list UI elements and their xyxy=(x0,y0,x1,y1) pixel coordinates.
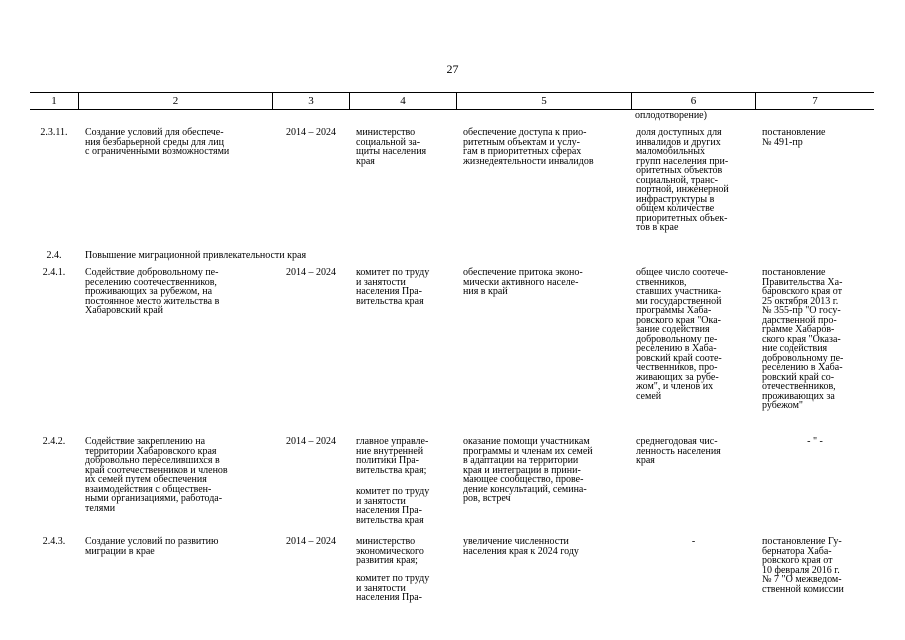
row-result: оказание помощи участникам программы и членам их семей в адаптации на территории края и интеграции в прини- мающее сообщество, прове- дение консультаций, семина- ров, встреч xyxy=(463,436,593,504)
page-number: 27 xyxy=(446,62,459,76)
row-basis: постановление Гу- бернатора Хаба- ровского края от 10 февраля 2016 г. № 7 "О межведом- ственной комиссии xyxy=(762,536,844,595)
row-name: Содействие закреплению на территории Хабаровского края добровольно переселившихся в край соотечественников и членов их семей путем обеспечения взаимодействия с обществен- ными организациями, работода- телями xyxy=(85,436,228,514)
row-result: обеспечение доступа к прио- ритетным объектам и услу- гам в приоритетных сферах жизнедеятельности инвалидов xyxy=(463,127,594,167)
row-indicator: - xyxy=(691,536,696,547)
row-name: Содействие добровольному пе- реселению соотечественников, проживающих за рубежом, на постоянное место жительства в Хабаровский край xyxy=(85,267,220,316)
row-indicator: доля доступных для инвалидов и других маломобильных групп населения при- оритетных объектов социальной, транс- портной, инженерной инфраструктуры в общем количестве приоритетных объек- тов в крае xyxy=(636,127,729,233)
row-period: 2014 – 2024 xyxy=(286,127,336,138)
header-col-4: 4 xyxy=(350,92,457,110)
row-executor: министерство социальной за- щиты населения края xyxy=(356,127,427,167)
row-number: 2.4. xyxy=(46,250,62,261)
row-number: 2.4.2. xyxy=(42,436,66,447)
carryover-text: оплодотворение) xyxy=(635,110,707,121)
row-period: 2014 – 2024 xyxy=(286,267,336,278)
row-name: Создание условий для обеспече- ния безбарьерной среды для лиц с ограниченными возможностями xyxy=(85,127,230,157)
row-result: обеспечение притока эконо- мически активного населе- ния в край xyxy=(463,267,583,297)
header-col-2: 2 xyxy=(79,92,273,110)
row-result: увеличение численности населения края к 2024 году xyxy=(463,536,579,557)
row-executor-a: главное управле- ние внутренней политики Пра- вительства края; xyxy=(356,436,429,476)
row-indicator: среднегодовая чис- ленность населения края xyxy=(636,436,721,466)
row-basis: - " - xyxy=(807,436,823,447)
row-executor-b: комитет по труду и занятости населения Пра- вительства края xyxy=(356,486,430,526)
row-name: Создание условий по развитию миграции в крае xyxy=(85,536,219,557)
row-number: 2.4.1. xyxy=(42,267,66,278)
row-period: 2014 – 2024 xyxy=(286,436,336,447)
row-number: 2.4.3. xyxy=(42,536,66,547)
row-number: 2.3.11. xyxy=(40,127,68,138)
row-basis: постановление № 491-пр xyxy=(762,127,826,148)
row-basis: постановление Правительства Ха- баровского края от 25 октября 2013 г. № 355-пр "О госу- дарственной про- грамме Хабаров- ского края "Оказа- ние содействия добровольному пе- реселению в Хаба- ровский край со- отечественников, проживающих за рубежом" xyxy=(762,267,844,411)
header-col-5: 5 xyxy=(457,92,632,110)
header-col-6: 6 xyxy=(632,92,756,110)
row-indicator: общее число соотече- ственников, ставших участника- ми государственной программы Хаба- ровского края "Ока- зание содействия добровольному пе- реселению в Хаба- ровский край соотe- чественников, про- живающих за рубе- жом", и членов их семей xyxy=(636,267,729,402)
row-executor-b: комитет по труду и занятости населения Пра- xyxy=(356,573,430,603)
row-executor-a: министерство экономического развития края; xyxy=(356,536,424,566)
header-col-1: 1 xyxy=(30,92,79,110)
row-section-title: Повышение миграционной привлекательности края xyxy=(85,250,307,261)
header-col-7: 7 xyxy=(756,92,874,110)
header-col-3: 3 xyxy=(273,92,350,110)
row-period: 2014 – 2024 xyxy=(286,536,336,547)
row-executor: комитет по труду и занятости населения Пра- вительства края xyxy=(356,267,430,307)
